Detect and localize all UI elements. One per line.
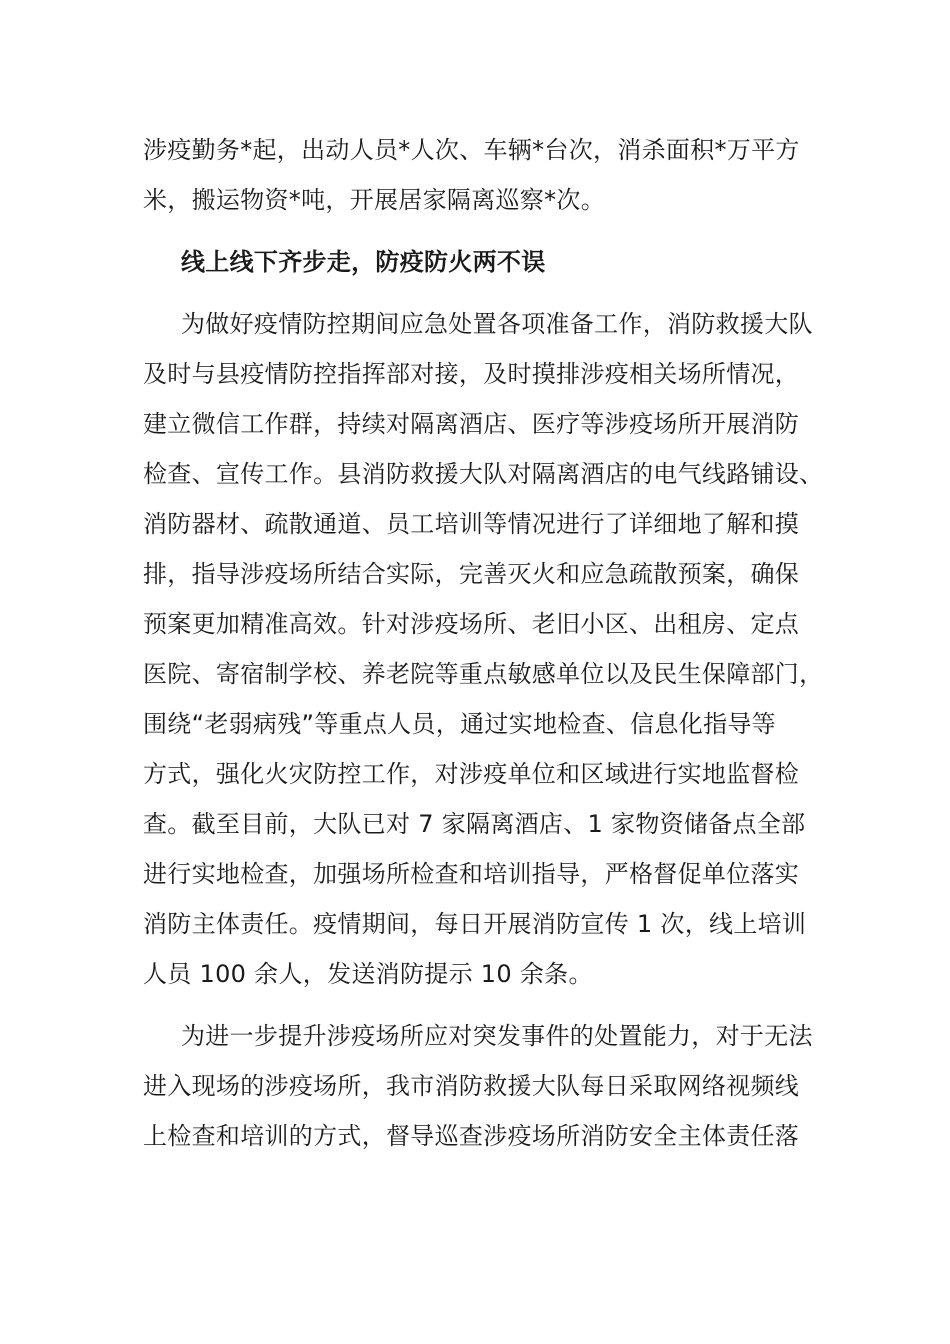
paragraph-2-line-3: 建立微信工作群，持续对隔离酒店、医疗等涉疫场所开展消防 <box>143 410 800 438</box>
section-heading: 线上线下齐步走，防疫防火两不误 <box>181 248 546 276</box>
paragraph-3-line-1: 为进一步提升涉疫场所应对突发事件的处置能力，对于无法 <box>181 1022 813 1050</box>
paragraph-2-line-13: 消防主体责任。疫情期间，每日开展消防宣传 1 次，线上培训 <box>143 910 807 938</box>
paragraph-2-line-1: 为做好疫情防控期间应急处置各项准备工作，消防救援大队 <box>181 310 813 338</box>
paragraph-2-line-5: 消防器材、疏散通道、员工培训等情况进行了详细地了解和摸 <box>143 510 800 538</box>
paragraph-2-line-2: 及时与县疫情防控指挥部对接，及时摸排涉疫相关场所情况， <box>143 360 800 388</box>
paragraph-2-line-9: 围绕“老弱病残”等重点人员，通过实地检查、信息化指导等 <box>143 710 776 738</box>
paragraph-3-line-2: 进入现场的涉疫场所，我市消防救援大队每日采取网络视频线 <box>143 1072 800 1100</box>
paragraph-2-line-12: 进行实地检查，加强场所检查和培训指导，严格督促单位落实 <box>143 860 800 888</box>
paragraph-1-line-1: 涉疫勤务*起，出动人员*人次、车辆*台次，消杀面积*万平方 <box>143 136 800 164</box>
paragraph-2-line-14: 人员 100 余人，发送消防提示 10 余条。 <box>143 960 593 988</box>
paragraph-2-line-4: 检查、宣传工作。县消防救援大队对隔离酒店的电气线路铺设、 <box>143 460 824 488</box>
paragraph-2-line-11: 查。截至目前，大队已对 7 家隔离酒店、1 家物资储备点全部 <box>143 810 806 838</box>
paragraph-2-line-10: 方式，强化火灾防控工作，对涉疫单位和区域进行实地监督检 <box>143 760 800 788</box>
paragraph-3-line-3: 上检查和培训的方式，督导巡查涉疫场所消防安全主体责任落 <box>143 1122 800 1150</box>
paragraph-2-line-7: 预案更加精准高效。针对涉疫场所、老旧小区、出租房、定点 <box>143 610 800 638</box>
paragraph-1-line-2: 米，搬运物资*吨，开展居家隔离巡察*次。 <box>143 186 605 214</box>
paragraph-2-line-8: 医院、寄宿制学校、养老院等重点敏感单位以及民生保障部门， <box>143 660 824 688</box>
paragraph-2-line-6: 排，指导涉疫场所结合实际，完善灭火和应急疏散预案，确保 <box>143 560 800 588</box>
